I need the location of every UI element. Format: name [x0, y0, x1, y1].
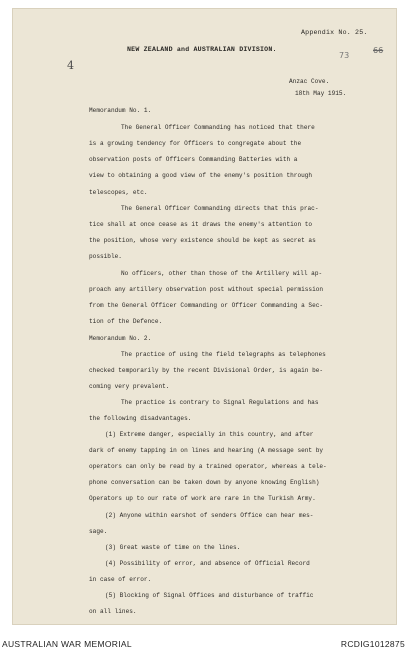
text-line: proach any artillery observation post without special permission — [89, 286, 324, 293]
text-line: phone conversation can be taken down by anyone knowing English) — [89, 479, 320, 486]
text-line: The practice is contrary to Signal Regulations and has — [121, 399, 319, 406]
text-line: The General Officer Commanding has noticed that there — [121, 124, 315, 131]
text-line: observation posts of Officers Commanding Batteries with a — [89, 156, 298, 163]
text-line: Operators up to our rate of work are rare in the Turkish Army. — [89, 495, 316, 502]
text-line: The General Officer Commanding directs that this prac- — [121, 205, 319, 212]
memo-heading-2: Memorandum No. 2. — [89, 335, 152, 342]
text-line: checked temporarily by the recent Divisional Order, is again be- — [89, 367, 324, 374]
text-line: the position, whose very existence should be kept as secret as — [89, 237, 316, 244]
text-line: view to obtaining a good view of the enemy's position through — [89, 172, 313, 179]
place-line: Anzac Cove. — [289, 78, 330, 85]
document-body — [12, 8, 397, 625]
archive-id: RCDIG1012875 — [340, 639, 405, 649]
text-line: operators can only be read by a trained operator, whereas a tele- — [89, 463, 327, 470]
text-line: is a growing tendency for Officers to congregate about the — [89, 140, 302, 147]
archive-credit: AUSTRALIAN WAR MEMORIAL — [2, 639, 132, 649]
text-line: the following disadvantages. — [89, 415, 192, 422]
document-title: NEW ZEALAND and AUSTRALIAN DIVISION. — [127, 46, 277, 53]
list-item-2: (2) Anyone within earshot of senders Office can hear mes- — [105, 512, 314, 519]
folio-number: 73 — [339, 51, 350, 60]
list-item-3: (3) Great waste of time on the lines. — [105, 544, 241, 551]
text-line: from the General Officer Commanding or Officer Commanding a Sec- — [89, 302, 324, 309]
text-line: coming very prevalent. — [89, 383, 170, 390]
text-line: tion of the Defence. — [89, 318, 163, 325]
text-line: possible. — [89, 253, 122, 260]
text-line: sage. — [89, 528, 108, 535]
folio-number-struck: 66 — [373, 46, 384, 55]
list-item-1: (1) Extreme danger, especially in this country, and after — [105, 431, 314, 438]
text-line: No officers, other than those of the Artillery will ap- — [121, 270, 323, 277]
memo-heading-1: Memorandum No. 1. — [89, 107, 152, 114]
text-line: on all lines. — [89, 608, 137, 615]
text-line: The practice of using the field telegraphs as telephones — [121, 351, 326, 358]
list-item-5: (5) Blocking of Signal Offices and disturbance of traffic — [105, 592, 314, 599]
text-line: tice shall at once cease as it draws the enemy's attention to — [89, 221, 313, 228]
margin-mark: 4 — [67, 59, 74, 72]
appendix-label: Appendix No. 25. — [301, 29, 368, 36]
text-line: in case of error. — [89, 576, 152, 583]
text-line: dark of enemy tapping in on lines and hearing (A message sent by — [89, 447, 324, 454]
list-item-4: (4) Possibility of error, and absence of Official Record — [105, 560, 310, 567]
text-line: telescopes, etc. — [89, 189, 148, 196]
date-line: 18th May 1915. — [295, 90, 347, 97]
document-page — [12, 8, 397, 625]
